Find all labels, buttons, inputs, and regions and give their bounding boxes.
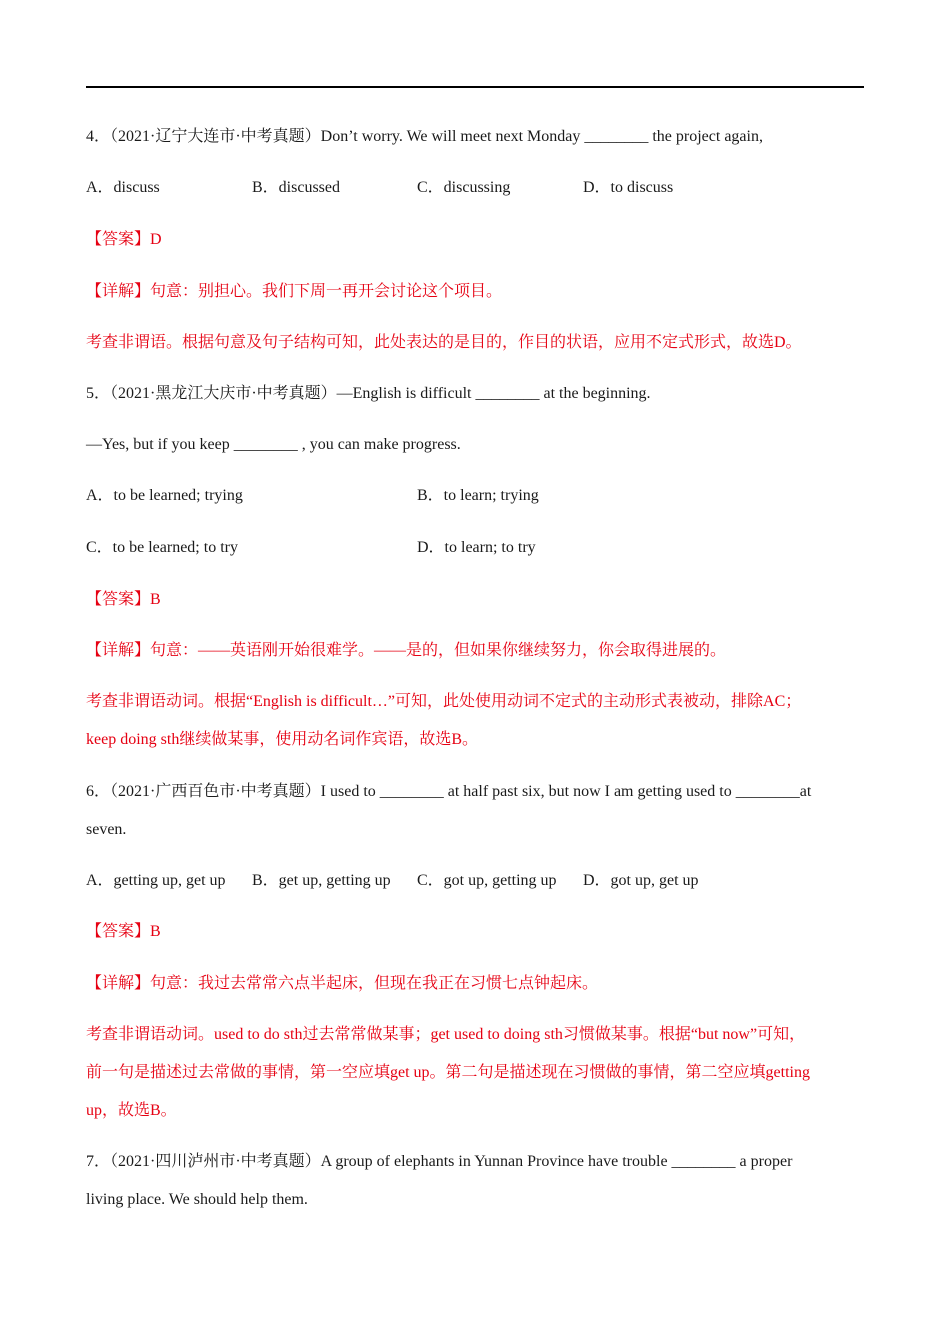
- q6-option-d: D．got up, get up: [583, 872, 699, 889]
- q4-analysis: 考查非谓语。根据句意及句子结构可知，此处表达的是目的，作目的状语，应用不定式形式，故选D。: [86, 334, 802, 351]
- q4-option-b: B．discussed: [252, 179, 341, 196]
- q5-options-row2: [86, 538, 786, 558]
- q5-option-b: B．to learn; trying: [417, 487, 539, 504]
- q5-option-a: A．to be learned; trying: [86, 487, 243, 504]
- q6-analysis-line2: 前一句是描述过去常做的事情，第一空应填get up。第二句是描述现在习惯做的事情，第二空应填getting: [86, 1064, 810, 1081]
- q4-options: [86, 178, 786, 198]
- q6-stem-line1: 6．（2021·广西百色市·中考真题）I used to ________ at half past six, but now I am getting used to ________at: [86, 783, 812, 800]
- q6-options: [86, 871, 786, 891]
- q5-option-c: C．to be learned; to try: [86, 539, 238, 556]
- q6-analysis-line3: up，故选B。: [86, 1102, 177, 1119]
- q4-option-c: C．discussing: [417, 179, 511, 196]
- q5-analysis-line2: keep doing sth继续做某事，使用动名词作宾语，故选B。: [86, 731, 478, 748]
- q7-stem-line2: living place. We should help them.: [86, 1191, 308, 1208]
- q6-option-a: A．getting up, get up: [86, 872, 226, 889]
- q6-answer: 【答案】B: [86, 923, 161, 940]
- q5-analysis-line1: 考查非谓语动词。根据“English is difficult…”可知，此处使用动词不定式的主动形式表被动，排除AC；: [86, 693, 802, 710]
- q4-option-a: A．discuss: [86, 179, 160, 196]
- q4-answer: 【答案】D: [86, 231, 162, 248]
- q5-detail: 【详解】句意：——英语刚开始很难学。——是的，但如果你继续努力，你会取得进展的。: [86, 642, 727, 659]
- q6-option-b: B．get up, getting up: [252, 872, 391, 889]
- q6-analysis-line1: 考查非谓语动词。used to do sth过去常常做某事；get used to doing sth习惯做某事。根据“but now”可知，: [86, 1026, 806, 1043]
- q6-option-c: C．got up, getting up: [417, 872, 557, 889]
- q5-option-d: D．to learn; to try: [417, 539, 536, 556]
- q5-answer: 【答案】B: [86, 591, 161, 608]
- q4-detail: 【详解】句意：别担心。我们下周一再开会讨论这个项目。: [86, 283, 503, 300]
- q4-option-d: D．to discuss: [583, 179, 674, 196]
- q6-detail: 【详解】句意：我过去常常六点半起床，但现在我正在习惯七点钟起床。: [86, 975, 599, 992]
- q4-stem: 4．（2021·辽宁大连市·中考真题）Don’t worry. We will meet next Monday ________ the project again,: [86, 128, 763, 145]
- q6-stem-line2: seven.: [86, 821, 127, 838]
- header-rule: [86, 86, 864, 88]
- q5-stem-line2: —Yes, but if you keep ________ , you can make progress.: [86, 436, 461, 453]
- q5-stem-line1: 5．（2021·黑龙江大庆市·中考真题）—English is difficult ________ at the beginning.: [86, 385, 651, 402]
- q5-options-row1: [86, 486, 786, 506]
- q7-stem-line1: 7．（2021·四川泸州市·中考真题）A group of elephants in Yunnan Province have trouble ________ a proper: [86, 1153, 793, 1170]
